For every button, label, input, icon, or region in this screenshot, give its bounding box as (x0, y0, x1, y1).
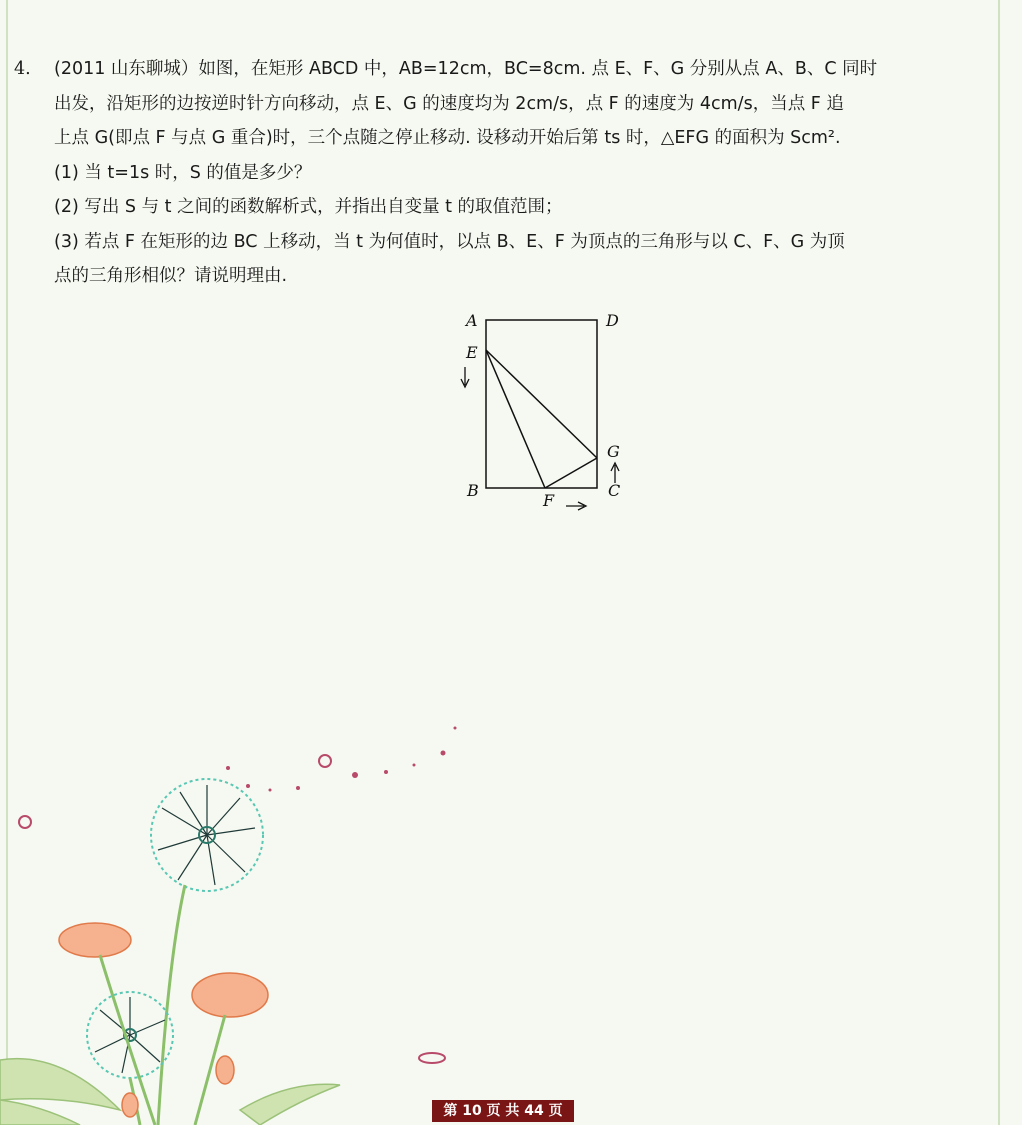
label-d: D (606, 311, 619, 330)
question-1: (1) 当 t=1s 时，S 的值是多少？ (54, 162, 312, 183)
leaves-icon (0, 1059, 340, 1125)
label-a: A (466, 311, 478, 330)
arrow-e-down-icon (461, 367, 469, 387)
dandelion-large-icon (151, 779, 263, 1125)
dandelion-decoration (0, 700, 520, 1125)
decor-dots (226, 727, 457, 792)
question-3-line-2: 点的三角形相似？请说明理由. (54, 266, 288, 286)
question-2: (2) 写出 S 与 t 之间的函数解析式，并指出自变量 t 的取值范围； (54, 197, 563, 217)
segment-fg (545, 458, 597, 488)
segment-ef (486, 350, 545, 488)
label-f: F (543, 491, 555, 510)
problem-line-3: 上点 G(即点 F 与点 G 重合)时，三个点随之停止移动. 设移动开始后第 ts 时，△EFG 的面积为 Scm². (54, 128, 841, 148)
label-c: C (608, 481, 621, 500)
problem-line-2: 出发，沿矩形的边按逆时针方向移动，点 E、G 的速度均为 2cm/s，点 F 的速度为 4cm/s，当点 F 追 (54, 93, 844, 114)
arrow-f-right-icon (566, 502, 586, 510)
label-e: E (466, 343, 478, 362)
problem-number: 4. (14, 59, 31, 79)
label-g: G (607, 442, 620, 461)
problem-text (14, 52, 1004, 294)
decor-ring (419, 1053, 445, 1063)
arrow-g-up-icon (611, 463, 619, 483)
label-b: B (467, 481, 479, 500)
page-footer: 第 10 页 共 44 页 (432, 1100, 574, 1122)
question-3-line-1: (3) 若点 F 在矩形的边 BC 上移动，当 t 为何值时，以点 B、E、F 为顶点的三角形与以 C、F、G 为顶 (54, 231, 845, 252)
geometry-diagram (450, 305, 650, 525)
problem-stem-1: (2011 山东聊城）如图，在矩形 ABCD 中，AB=12cm，BC=8cm. 点 E、F、G 分别从点 A、B、C 同时 (54, 59, 878, 79)
segment-eg (486, 350, 597, 458)
problem-line-1 (14, 52, 1004, 87)
